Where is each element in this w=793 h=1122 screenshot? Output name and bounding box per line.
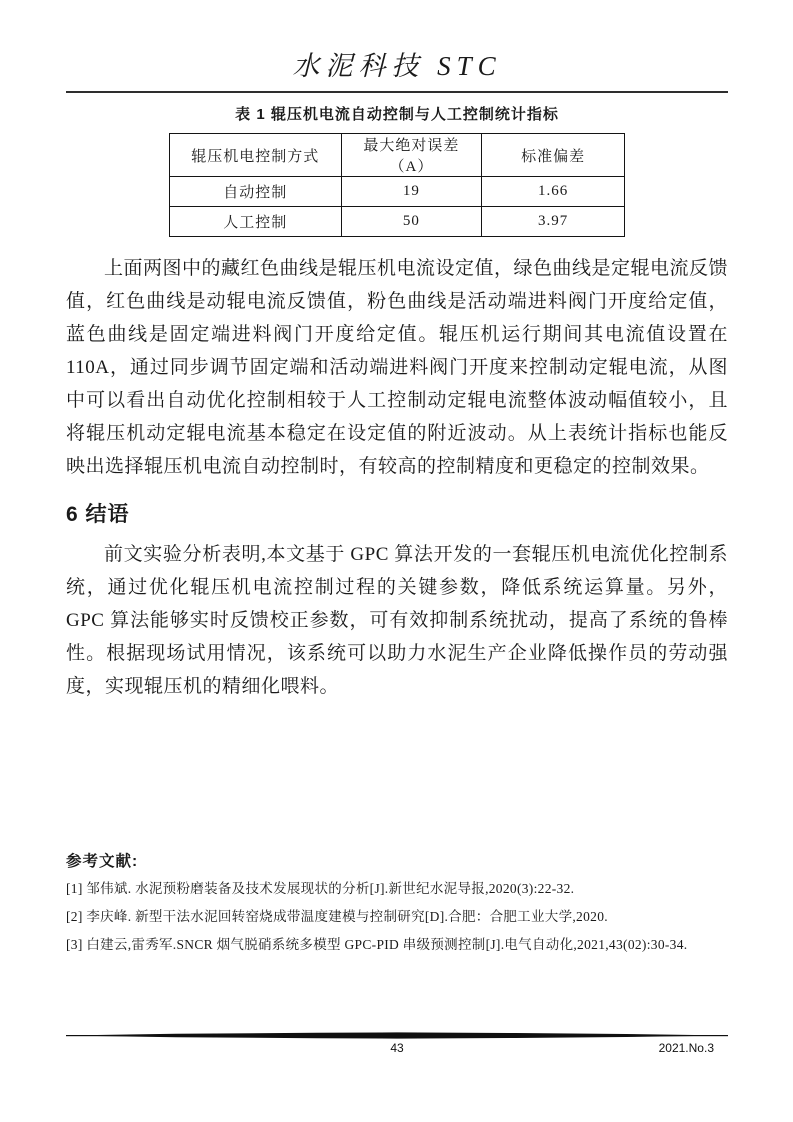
stats-table	[169, 133, 625, 237]
header-rule	[66, 91, 728, 93]
footer-rule	[66, 1032, 728, 1040]
reference-item: [1] 邹伟斌. 水泥预粉磨装备及技术发展现状的分析[J].新世纪水泥导报,2020(3):22-32.	[66, 881, 575, 896]
table-caption: 表 1 辊压机电流自动控制与人工控制统计指标	[235, 106, 559, 123]
table-cell: 3.97	[482, 207, 625, 237]
table-header-row	[170, 134, 625, 177]
issue-number: 2021.No.3	[658, 1041, 714, 1055]
footer-row	[66, 1041, 728, 1055]
journal-title: 水泥科技 STC	[292, 51, 502, 81]
table-cell: 19	[341, 177, 482, 207]
table-cell: 自动控制	[170, 177, 342, 207]
references-section	[66, 849, 728, 955]
table-cell: 人工控制	[170, 207, 342, 237]
references-heading: 参考文献:	[66, 853, 139, 870]
table-header-cell: 标准偏差	[482, 134, 625, 177]
page-number: 43	[390, 1041, 404, 1055]
table-header-cell: 辊压机电控制方式	[170, 134, 342, 177]
section-heading-conclusion: 6 结语	[66, 503, 130, 526]
table-row	[170, 177, 625, 207]
paragraph-discussion: 上面两图中的藏红色曲线是辊压机电流设定值，绿色曲线是定辊电流反馈值，红色曲线是动辊电流反馈值，粉色曲线是活动端进料阀门开度给定值，蓝色曲线是固定端进料阀门开度给定值。辊压机运行期间其电流值设置在 110A，通过同步调节固定端和活动端进料阀门开度来控制动定辊电流，从图中可以看出自动优化控制相较于人工控制动定辊电流整体波动幅值较小，且将辊压机动定辊电流基本稳定在设定值的附近波动。从上表统计指标也能反映出选择辊压机电流自动控制时，有较高的控制精度和更稳定的控制效果。	[66, 258, 729, 477]
table-row	[170, 207, 625, 237]
table-header-cell: 最大绝对误差（A）	[341, 134, 482, 177]
table-cell: 50	[341, 207, 482, 237]
reference-item: [2] 李庆峰. 新型干法水泥回转窑烧成带温度建模与控制研究[D].合肥：合肥工业大学,2020.	[66, 909, 608, 924]
page-content	[66, 0, 728, 955]
table-cell: 1.66	[482, 177, 625, 207]
paragraph-conclusion: 前文实验分析表明,本文基于 GPC 算法开发的一套辊压机电流优化控制系统，通过优化辊压机电流控制过程的关键参数，降低系统运算量。另外，GPC 算法能够实时反馈校正参数，可有效抑制系统扰动，提高了系统的鲁棒性。根据现场试用情况，该系统可以助力水泥生产企业降低操作员的劳动强度，实现辊压机的精细化喂料。	[66, 544, 728, 697]
page-footer	[66, 1032, 728, 1055]
reference-item: [3] 白建云,雷秀军.SNCR 烟气脱硝系统多模型 GPC-PID 串级预测控制[J].电气自动化,2021,43(02):30-34.	[66, 937, 688, 952]
